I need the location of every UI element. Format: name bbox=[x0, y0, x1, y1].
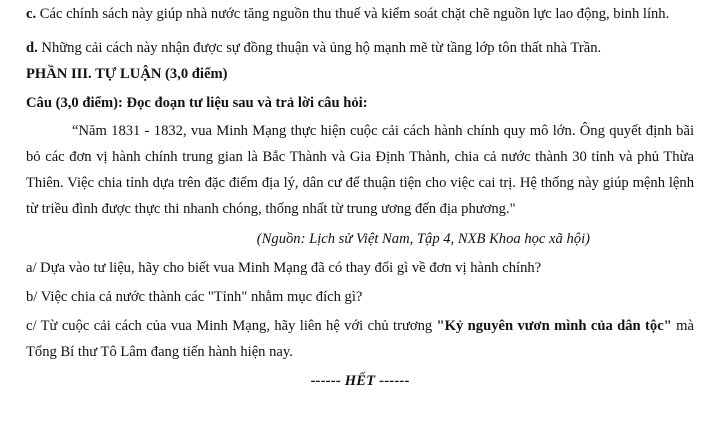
end-word: HẾT bbox=[344, 372, 376, 389]
option-c bbox=[26, 1, 694, 27]
passage: “Năm 1831 - 1832, vua Minh Mạng thực hiện cuộc cải cách hành chính quy mô lớn. Ông quyết định bãi bỏ các đơn vị hành chính trung gian là Bắc Thành và Gia Định Thành, chia cả nước thành 30 tỉnh và phủ Thừa Thiên. Việc chia tỉnh dựa trên đặc điểm địa lý, dân cư để thuận tiện cho việc cai trị. Hệ thống này giúp mệnh lệnh từ triều đình được thực thi nhanh chóng, thống nhất từ trung ương đến địa phương." bbox=[26, 122, 694, 218]
sub-question-b: b/ Việc chia cả nước thành các "Tỉnh" nhằm mục đích gì? bbox=[26, 289, 363, 306]
sub-question-c-pre: c/ Từ cuộc cải cách của vua Minh Mạng, hãy liên hệ với chủ trương bbox=[26, 318, 437, 335]
option-d-label: d. bbox=[26, 40, 38, 57]
section-title: PHẦN III. TỰ LUẬN (3,0 điểm) bbox=[26, 66, 228, 83]
sub-question-a: a/ Dựa vào tư liệu, hãy cho biết vua Minh Mạng đã có thay đổi gì về đơn vị hành chính? bbox=[26, 259, 542, 276]
option-d bbox=[26, 35, 694, 61]
question-label: Câu (3,0 điểm): Đọc đoạn tư liệu sau và trả lời câu hỏi: bbox=[26, 94, 368, 111]
end-dashes-left: ------ bbox=[310, 372, 345, 389]
option-c-text: Các chính sách này giúp nhà nước tăng nguồn thu thuế và kiểm soát chặt chẽ nguồn lực lao động, binh lính. bbox=[39, 6, 670, 22]
sub-question-c bbox=[26, 313, 694, 365]
option-c-label: c. bbox=[26, 6, 37, 22]
end-marker bbox=[26, 368, 694, 394]
sub-question-c-bold: "Kỷ nguyên vươn mình của dân tộc" bbox=[436, 318, 672, 335]
end-dashes-right: ------ bbox=[375, 372, 410, 389]
option-d-text: Những cải cách này nhận được sự đồng thuận và ủng hộ mạnh mẽ từ tầng lớp tôn thất nhà Trần. bbox=[41, 40, 602, 57]
source-citation: (Nguồn: Lịch sử Việt Nam, Tập 4, NXB Khoa học xã hội) bbox=[256, 230, 590, 247]
sub-question-c-post: mà Tổng Bí thư Tô Lâm đang tiến hành hiện nay. bbox=[26, 318, 694, 361]
